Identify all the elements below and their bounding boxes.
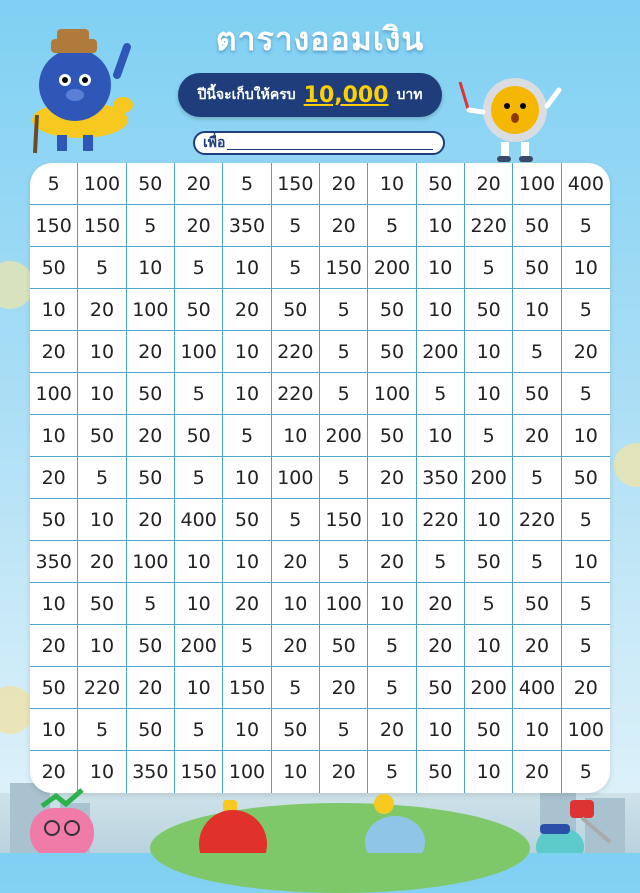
savings-cell[interactable]: 20 (465, 163, 513, 205)
savings-cell[interactable]: 100 (30, 373, 78, 415)
savings-cell[interactable]: 10 (223, 709, 271, 751)
savings-cell[interactable]: 400 (513, 667, 561, 709)
savings-cell[interactable]: 5 (78, 457, 126, 499)
savings-cell[interactable]: 5 (30, 163, 78, 205)
savings-cell[interactable]: 100 (368, 373, 416, 415)
savings-cell[interactable]: 20 (272, 625, 320, 667)
savings-cell[interactable]: 150 (272, 163, 320, 205)
savings-cell[interactable]: 5 (465, 415, 513, 457)
savings-cell[interactable]: 10 (513, 709, 561, 751)
savings-cell[interactable]: 5 (175, 457, 223, 499)
savings-cell[interactable]: 200 (465, 667, 513, 709)
savings-cell[interactable]: 220 (417, 499, 465, 541)
faded-coin-icon (0, 680, 30, 740)
savings-cell[interactable]: 10 (417, 709, 465, 751)
savings-cell[interactable]: 5 (223, 625, 271, 667)
savings-cell[interactable]: 5 (320, 373, 368, 415)
savings-cell[interactable]: 10 (368, 583, 416, 625)
savings-cell[interactable]: 5 (320, 331, 368, 373)
savings-cell[interactable]: 10 (465, 625, 513, 667)
savings-cell[interactable]: 5 (320, 289, 368, 331)
savings-cell[interactable]: 50 (465, 289, 513, 331)
savings-cell[interactable]: 50 (417, 667, 465, 709)
savings-cell[interactable]: 5 (175, 709, 223, 751)
savings-cell[interactable]: 350 (223, 205, 271, 247)
savings-cell[interactable]: 5 (175, 373, 223, 415)
savings-cell[interactable]: 200 (417, 331, 465, 373)
savings-cell[interactable]: 20 (320, 205, 368, 247)
savings-cell[interactable]: 20 (320, 751, 368, 793)
savings-cell[interactable]: 50 (127, 373, 175, 415)
savings-cell[interactable]: 10 (272, 751, 320, 793)
savings-cell[interactable]: 5 (368, 205, 416, 247)
savings-cell[interactable]: 10 (223, 541, 271, 583)
savings-cell[interactable]: 10 (368, 499, 416, 541)
savings-cell[interactable]: 220 (78, 667, 126, 709)
purpose-label: เพื่อ (203, 135, 226, 151)
pink-mascot-icon (22, 788, 102, 853)
savings-cell[interactable]: 10 (562, 415, 610, 457)
savings-cell[interactable]: 50 (417, 163, 465, 205)
savings-cell[interactable]: 5 (368, 625, 416, 667)
savings-cell[interactable]: 50 (272, 289, 320, 331)
savings-cell[interactable]: 50 (562, 457, 610, 499)
purpose-field[interactable] (193, 131, 445, 155)
savings-cell[interactable]: 5 (562, 625, 610, 667)
savings-cell[interactable]: 10 (562, 247, 610, 289)
savings-cell[interactable]: 100 (127, 289, 175, 331)
coin-mascot-icon (455, 72, 570, 164)
savings-cell[interactable]: 10 (513, 289, 561, 331)
savings-cell[interactable]: 20 (30, 625, 78, 667)
savings-cell[interactable]: 50 (513, 247, 561, 289)
savings-cell[interactable]: 5 (320, 709, 368, 751)
savings-cell[interactable]: 50 (30, 247, 78, 289)
savings-cell[interactable]: 100 (175, 331, 223, 373)
savings-cell[interactable]: 20 (417, 625, 465, 667)
savings-cell[interactable]: 10 (417, 289, 465, 331)
savings-cell[interactable]: 5 (368, 667, 416, 709)
savings-cell[interactable]: 50 (368, 331, 416, 373)
faded-coin-icon (0, 255, 30, 315)
savings-cell[interactable]: 5 (127, 583, 175, 625)
savings-cell[interactable]: 10 (465, 331, 513, 373)
savings-cell[interactable]: 50 (513, 373, 561, 415)
savings-cell[interactable]: 5 (272, 205, 320, 247)
savings-cell[interactable]: 5 (417, 373, 465, 415)
savings-cell[interactable]: 20 (513, 751, 561, 793)
savings-cell[interactable]: 50 (175, 289, 223, 331)
savings-cell[interactable]: 50 (175, 415, 223, 457)
savings-cell[interactable]: 50 (465, 541, 513, 583)
savings-cell[interactable]: 200 (465, 457, 513, 499)
savings-cell[interactable]: 50 (78, 583, 126, 625)
savings-cell[interactable]: 10 (223, 457, 271, 499)
savings-cell[interactable]: 100 (223, 751, 271, 793)
savings-cell[interactable]: 50 (513, 583, 561, 625)
savings-cell[interactable]: 5 (272, 247, 320, 289)
savings-cell[interactable]: 10 (175, 583, 223, 625)
savings-cell[interactable]: 5 (78, 709, 126, 751)
savings-cell[interactable]: 5 (368, 751, 416, 793)
savings-cell[interactable]: 5 (562, 583, 610, 625)
savings-cell[interactable]: 10 (175, 667, 223, 709)
savings-cell[interactable]: 5 (175, 247, 223, 289)
savings-cell[interactable]: 10 (465, 751, 513, 793)
savings-cell[interactable]: 10 (223, 373, 271, 415)
savings-cell[interactable]: 50 (30, 667, 78, 709)
savings-cell[interactable]: 20 (175, 205, 223, 247)
faded-coin-icon (612, 435, 640, 495)
savings-cell[interactable]: 400 (175, 499, 223, 541)
savings-cell[interactable]: 50 (127, 457, 175, 499)
savings-cell[interactable]: 10 (465, 373, 513, 415)
savings-cell[interactable]: 150 (78, 205, 126, 247)
savings-cell[interactable]: 220 (513, 499, 561, 541)
savings-cell[interactable]: 200 (320, 415, 368, 457)
savings-cell[interactable]: 100 (513, 163, 561, 205)
savings-cell[interactable]: 5 (562, 205, 610, 247)
savings-cell[interactable]: 100 (562, 709, 610, 751)
savings-cell[interactable]: 5 (320, 457, 368, 499)
savings-cell[interactable]: 10 (30, 289, 78, 331)
goal-unit: บาท (396, 87, 423, 103)
savings-cell[interactable]: 10 (127, 247, 175, 289)
savings-cell[interactable]: 5 (272, 667, 320, 709)
savings-cell[interactable]: 20 (30, 331, 78, 373)
savings-cell[interactable]: 10 (30, 709, 78, 751)
savings-cell[interactable]: 5 (465, 583, 513, 625)
savings-cell[interactable]: 10 (175, 541, 223, 583)
savings-cell[interactable]: 50 (513, 205, 561, 247)
savings-cell[interactable]: 20 (78, 541, 126, 583)
savings-cell[interactable]: 50 (30, 499, 78, 541)
purpose-blank-line (227, 137, 433, 150)
savings-cell[interactable]: 10 (562, 541, 610, 583)
savings-cell[interactable]: 50 (368, 289, 416, 331)
savings-cell[interactable]: 350 (127, 751, 175, 793)
savings-cell[interactable]: 20 (513, 415, 561, 457)
savings-cell[interactable]: 20 (175, 163, 223, 205)
savings-cell[interactable]: 20 (368, 457, 416, 499)
savings-cell[interactable]: 10 (78, 751, 126, 793)
savings-goal-banner (178, 73, 442, 117)
savings-cell[interactable]: 50 (78, 415, 126, 457)
hammer-mascot-icon (530, 792, 640, 853)
savings-grid (30, 163, 610, 793)
savings-cell[interactable]: 10 (78, 331, 126, 373)
savings-cell[interactable]: 20 (368, 709, 416, 751)
savings-cell[interactable]: 20 (30, 457, 78, 499)
savings-cell[interactable]: 20 (417, 583, 465, 625)
savings-cell[interactable]: 5 (562, 499, 610, 541)
savings-table (30, 163, 610, 793)
goal-amount: 10,000 (303, 82, 389, 108)
savings-cell[interactable]: 5 (417, 541, 465, 583)
savings-cell[interactable]: 20 (127, 415, 175, 457)
savings-cell[interactable]: 350 (30, 541, 78, 583)
savings-cell[interactable]: 400 (562, 163, 610, 205)
savings-cell[interactable]: 5 (513, 457, 561, 499)
savings-cell[interactable]: 150 (30, 205, 78, 247)
savings-cell[interactable]: 150 (320, 247, 368, 289)
savings-cell[interactable]: 5 (223, 415, 271, 457)
savings-cell[interactable]: 50 (127, 709, 175, 751)
savings-cell[interactable]: 200 (175, 625, 223, 667)
savings-cell[interactable]: 10 (30, 583, 78, 625)
savings-cell[interactable]: 20 (223, 289, 271, 331)
savings-cell[interactable]: 5 (513, 541, 561, 583)
savings-cell[interactable]: 10 (272, 415, 320, 457)
savings-cell[interactable]: 10 (272, 583, 320, 625)
savings-cell[interactable]: 200 (368, 247, 416, 289)
savings-cell[interactable]: 5 (78, 247, 126, 289)
savings-cell[interactable]: 100 (78, 163, 126, 205)
savings-cell[interactable]: 5 (579, 761, 592, 783)
savings-cell[interactable]: 5 (127, 205, 175, 247)
savings-cell[interactable]: 20 (562, 667, 610, 709)
savings-cell[interactable]: 10 (223, 247, 271, 289)
savings-cell[interactable]: 50 (272, 709, 320, 751)
savings-cell[interactable]: 20 (223, 583, 271, 625)
savings-cell[interactable]: 5 (320, 541, 368, 583)
savings-cell[interactable]: 100 (272, 457, 320, 499)
savings-cell[interactable]: 20 (513, 625, 561, 667)
savings-cell[interactable]: 20 (272, 541, 320, 583)
savings-cell[interactable]: 10 (368, 163, 416, 205)
savings-cell[interactable]: 20 (320, 667, 368, 709)
savings-cell[interactable]: 5 (465, 247, 513, 289)
blue-mascot-icon (360, 792, 430, 853)
savings-cell[interactable]: 10 (30, 415, 78, 457)
savings-cell[interactable]: 20 (30, 751, 78, 793)
savings-cell[interactable]: 10 (78, 625, 126, 667)
savings-cell[interactable]: 50 (127, 625, 175, 667)
savings-cell[interactable]: 350 (417, 457, 465, 499)
savings-cell[interactable]: 50 (417, 751, 465, 793)
savings-cell[interactable]: 50 (368, 415, 416, 457)
red-mascot-icon (195, 800, 275, 853)
savings-cell[interactable]: 50 (465, 709, 513, 751)
savings-cell[interactable]: 5 (562, 373, 610, 415)
savings-cell[interactable]: 10 (78, 373, 126, 415)
savings-cell[interactable]: 50 (320, 625, 368, 667)
savings-cell[interactable]: 100 (127, 541, 175, 583)
savings-cell[interactable]: 5 (272, 499, 320, 541)
goal-label: ปีนี้จะเก็บให้ครบ (197, 87, 296, 103)
savings-cell[interactable]: 20 (320, 163, 368, 205)
savings-cell[interactable]: 10 (417, 247, 465, 289)
savings-cell[interactable]: 20 (368, 541, 416, 583)
savings-cell[interactable]: 5 (513, 331, 561, 373)
savings-cell[interactable]: 20 (562, 331, 610, 373)
savings-cell[interactable]: 10 (223, 331, 271, 373)
savings-cell[interactable]: 50 (127, 163, 175, 205)
savings-cell[interactable]: 10 (417, 415, 465, 457)
savings-cell[interactable]: 20 (78, 289, 126, 331)
savings-cell[interactable]: 5 (223, 163, 271, 205)
savings-cell[interactable]: 100 (320, 583, 368, 625)
savings-cell[interactable]: 20 (127, 667, 175, 709)
savings-cell[interactable]: 10 (465, 499, 513, 541)
savings-cell[interactable]: 20 (127, 499, 175, 541)
savings-cell[interactable]: 10 (417, 205, 465, 247)
savings-cell[interactable]: 220 (272, 373, 320, 415)
savings-cell[interactable]: 220 (272, 331, 320, 373)
savings-cell[interactable]: 220 (465, 205, 513, 247)
savings-cell[interactable]: 5 (562, 289, 610, 331)
savings-cell[interactable]: 20 (127, 331, 175, 373)
savings-cell[interactable]: 50 (223, 499, 271, 541)
page-title: ตารางออมเงิน (215, 20, 425, 58)
savings-cell[interactable]: 150 (175, 751, 223, 793)
savings-cell[interactable]: 150 (223, 667, 271, 709)
savings-cell[interactable]: 150 (320, 499, 368, 541)
savings-cell[interactable]: 10 (78, 499, 126, 541)
